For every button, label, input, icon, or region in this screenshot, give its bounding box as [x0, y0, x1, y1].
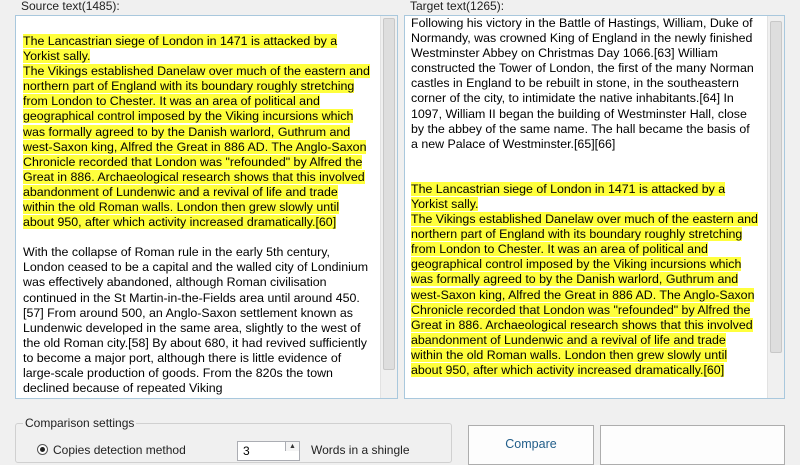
secondary-button[interactable]	[600, 425, 785, 465]
source-scroll-thumb[interactable]	[383, 18, 395, 370]
source-text-content[interactable]	[16, 16, 380, 398]
target-text-pane[interactable]	[404, 15, 785, 399]
source-text-label: Source text(1485):	[21, 0, 120, 13]
shingle-size-stepper[interactable]	[237, 441, 300, 461]
shingle-size-label: Words in a shingle	[311, 443, 410, 457]
source-highlight-1: The Lancastrian siege of London in 1471 is attacked by a Yorkist sally.	[23, 34, 338, 64]
target-text-content[interactable]	[405, 16, 767, 398]
target-plain-paragraph: Following his victory in the Battle of Hastings, William, Duke of Normandy, was crowned King of England in the newly finished Westminster Abbey on Christmas Day 1066.[63] William constructed the Tower of London, the first of the many Norman castles in England to be rebuilt in stone, in the southeastern corner of the city, to intimidate the native inhabitants.[64] In 1097, William II began the building of Westminster Hall, close by the abbey of the same name. The hall became the basis of a new Palace of Westminster.[65][66]	[411, 16, 754, 151]
source-text-pane[interactable]	[15, 15, 398, 399]
copies-detection-label: Copies detection method	[53, 443, 186, 457]
target-scroll-thumb[interactable]	[770, 21, 782, 353]
target-text-label: Target text(1265):	[410, 0, 505, 13]
target-highlight-1: The Lancastrian siege of London in 1471 is attacked by a Yorkist sally.	[411, 181, 726, 211]
target-scrollbar[interactable]	[767, 16, 784, 398]
compare-button[interactable]: Compare	[468, 425, 594, 465]
comparison-settings-title: Comparison settings	[25, 416, 135, 430]
target-highlight-2: The Vikings established Danelaw over much of the eastern and northern part of England with its boundary roughly stretching from London to Chester. It was an area of political and geographical control imposed by the Viking incursions which was formally agreed to by the Danish warlord, Guthrum and west-Saxon king, Alfred the Great in 886 AD. The Anglo-Saxon Chronicle recorded that London was "refounded" by Alfred the Great in 886. Archaeological research shows that this involved abandonment of Lundenwic and a revival of life and trade within the old Roman walls. London then grew slowly until about 950, after which activity increased dramatically.[60]	[411, 212, 758, 377]
stepper-up-icon[interactable]: ▲	[285, 442, 299, 451]
source-scrollbar[interactable]	[380, 16, 397, 398]
shingle-size-value[interactable]: 3	[243, 444, 250, 458]
source-plain-paragraph: With the collapse of Roman rule in the early 5th century, London ceased to be a capital and the walled city of Londinium was effectively abandoned, although Roman civilisation continued in the St Martin-in-the-Fields area until around 450.[57] From around 500, an Anglo-Saxon settlement known as Lundenwic developed in the same area, slightly to the west of the old Roman city.[58] By about 680, it had revived sufficiently to become a major port, although there is little evidence of large-scale production of goods. From the 820s the town declined because of repeated Viking	[23, 245, 369, 396]
source-highlight-2: The Vikings established Danelaw over much of the eastern and northern part of England with its boundary roughly stretching from London to Chester. It was an area of political and geographical control imposed by the Viking incursions which was formally agreed to by the Danish warlord, Guthrum and west-Saxon king, Alfred the Great in 886 AD. The Anglo-Saxon Chronicle recorded that London was "refounded" by Alfred the Great in 886. Archaeological research shows that this involved abandonment of Lundenwic and a revival of life and trade within the old Roman walls. London then grew slowly until about 950, after which activity increased dramatically.[60]	[23, 64, 370, 230]
